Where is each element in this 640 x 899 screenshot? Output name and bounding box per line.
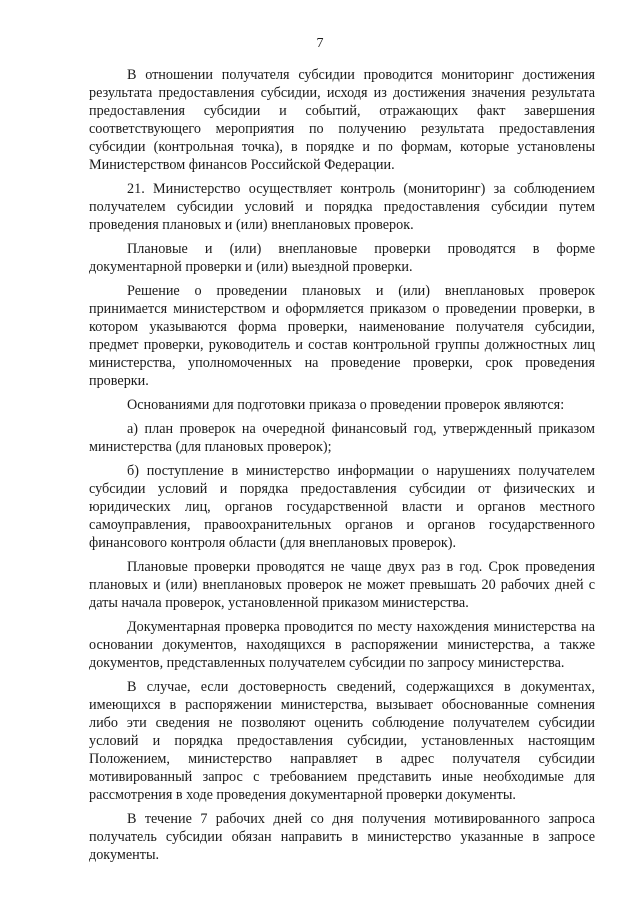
paragraph-inspection-decision: Решение о проведении плановых и (или) внеплановых проверок принимается министерством и оформляется приказом о проведении проверки, в котором указываются форма проверки, наименование получателя субсидии, предмет проверки, руководитель и состав контрольной группы должностных лиц министерства, уполномоченных на проведение проверки, срок проведения проверки. bbox=[89, 283, 595, 389]
paragraph-monitoring: В отношении получателя субсидии проводится мониторинг достижения результата предоставления субсидии, исходя из достижения значения результата предоставления субсидии и событий, отражающих факт завершения соответствующего мероприятия по получению результата предоставления субсидии (контрольная точка), в порядке и по формам, которые установлены Министерством финансов Российской Федерации. bbox=[89, 67, 595, 173]
paragraph-reliability: В случае, если достоверность сведений, содержащихся в документах, имеющихся в распоряжении министерства, вызывает обоснованные сомнения либо эти сведения не позволяют оценить соблюдение получателем субсидии условий и порядка предоставления субсидии, установленных настоящим Положением, министерство направляет в адрес получателя субсидии мотивированный запрос с требованием представить иные необходимые для рассмотрения в ходе проведения документарной проверки документы. bbox=[89, 679, 595, 803]
paragraph-deadline: В течение 7 рабочих дней со дня получения мотивированного запроса получатель субсидии обязан направить в министерство указанные в запросе документы. bbox=[89, 811, 595, 863]
list-item-a: а) план проверок на очередной финансовый год, утвержденный приказом министерства (для плановых проверок); bbox=[89, 421, 595, 455]
paragraph-frequency: Плановые проверки проводятся не чаще двух раз в год. Срок проведения плановых и (или) внеплановых проверок не может превышать 20 рабочих дней с даты начала проверок, установленной приказом министерства. bbox=[89, 559, 595, 611]
paragraph-documentary-check: Документарная проверка проводится по месту нахождения министерства на основании документов, находящихся в распоряжении министерства, а также документов, представленных получателем субсидии по запросу министерства. bbox=[89, 619, 595, 671]
list-item-b: б) поступление в министерство информации о нарушениях получателем субсидии условий и порядка предоставления субсидии от физических и юридических лиц, органов государственной власти и органов местного самоуправления, правоохранительных органов и органов государственного финансового контроля области (для внеплановых проверок). bbox=[89, 463, 595, 551]
page-number: 7 bbox=[316, 36, 324, 51]
paragraph-21-control: 21. Министерство осуществляет контроль (мониторинг) за соблюдением получателем субсидии условий и порядка предоставления субсидии путем проведения плановых и (или) внеплановых проверок. bbox=[89, 181, 595, 233]
document-body bbox=[89, 66, 595, 870]
paragraph-grounds: Основаниями для подготовки приказа о проведении проверок являются: bbox=[127, 397, 565, 413]
paragraph-inspection-forms: Плановые и (или) внеплановые проверки проводятся в форме документарной проверки и (или) выездной проверки. bbox=[89, 241, 595, 275]
